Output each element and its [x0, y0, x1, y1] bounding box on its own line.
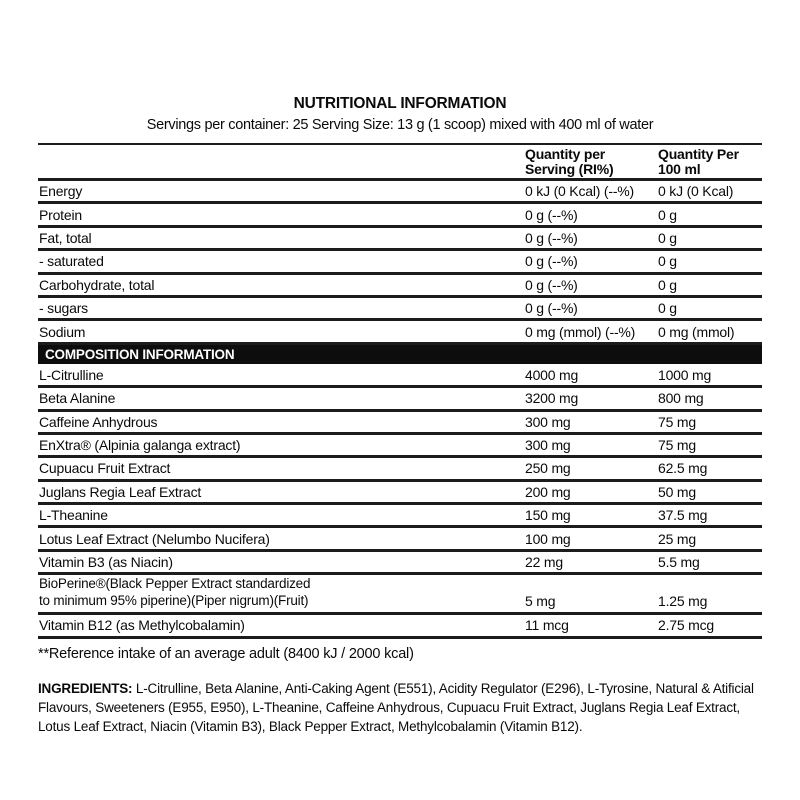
column-header-per-serving-line2: Serving (RI%): [525, 160, 614, 177]
row-value-per-serving: 4000 mg: [525, 366, 579, 383]
row-value-per-100ml: 75 mg: [658, 413, 696, 430]
table-row-caffeine-anhydrous: [38, 412, 762, 435]
nutrition-table: [38, 143, 762, 639]
table-row-lotus-leaf-extract: [38, 528, 762, 551]
row-value-per-100ml: 0 g: [658, 300, 677, 317]
row-label: Protein: [39, 206, 82, 223]
ingredients-heading: INGREDIENTS:: [38, 680, 133, 696]
table-row-vitamin-b12: [38, 615, 762, 638]
row-label: Energy: [39, 183, 83, 200]
row-value-per-100ml: 0 kJ (0 Kcal): [658, 183, 734, 200]
row-value-per-100ml: 50 mg: [658, 483, 696, 500]
row-label: EnXtra® (Alpinia galanga extract): [39, 437, 241, 454]
table-row-bioperine: [38, 575, 762, 615]
row-label-line1: BioPerine®(Black Pepper Extract standardized: [39, 576, 311, 592]
table-row-l-theanine: [38, 505, 762, 528]
row-label: - sugars: [39, 300, 88, 317]
column-header-per-100ml-line2: 100 ml: [658, 160, 701, 177]
table-row-enxtra: [38, 435, 762, 458]
row-label: [38, 576, 525, 609]
row-value-per-serving: 0 g (--%): [525, 229, 578, 246]
row-value-per-serving: 100 mg: [525, 530, 571, 547]
table-row-fat-total: [38, 228, 762, 251]
page-title: NUTRITIONAL INFORMATION: [293, 95, 507, 112]
row-value-per-serving: 5 mg: [525, 593, 556, 610]
table-header-row: [38, 145, 762, 181]
table-row-l-citrulline: [38, 365, 762, 388]
row-label: L-Citrulline: [39, 366, 104, 383]
row-value-per-serving: 0 g (--%): [525, 253, 578, 270]
row-value-per-serving: 250 mg: [525, 460, 571, 477]
row-value-per-serving: 0 kJ (0 Kcal) (--%): [525, 183, 634, 200]
row-value-per-serving: 200 mg: [525, 483, 571, 500]
row-value-per-serving: 300 mg: [525, 437, 571, 454]
row-label: Caffeine Anhydrous: [39, 413, 158, 430]
row-label: Cupuacu Fruit Extract: [39, 460, 171, 477]
ingredients-text: L-Citrulline, Beta Alanine, Anti-Caking Agent (E551), Acidity Regulator (E296), L-Tyrosine, Natural & Atificial Flavours, Sweeteners (E955, E950), L-Theanine, Caffeine Anhydrous, Cupuacu Fruit Extract, Juglans Regia Leaf Extract, Lotus Leaf Extract, Niacin (Vitamin B3), Black Pepper Extract, Methylcobalamin (Vitamin B12).: [38, 680, 754, 734]
serving-info: Servings per container: 25 Serving Size: 13 g (1 scoop) mixed with 400 ml of water: [146, 117, 654, 133]
table-row-juglans-regia-leaf-extract: [38, 482, 762, 505]
row-value-per-100ml: 2.75 mcg: [658, 617, 714, 634]
row-label: L-Theanine: [39, 507, 108, 524]
row-value-per-100ml: 0 g: [658, 206, 677, 223]
row-value-per-serving: 0 g (--%): [525, 276, 578, 293]
row-value-per-serving: 300 mg: [525, 413, 571, 430]
row-value-per-serving: 22 mg: [525, 554, 563, 571]
row-value-per-serving: 0 g (--%): [525, 300, 578, 317]
column-header-per-serving-line1: Quantity per: [525, 145, 606, 162]
table-row-carbohydrate-total: [38, 275, 762, 298]
table-row-beta-alanine: [38, 388, 762, 411]
table-row-saturated: [38, 251, 762, 274]
row-label: Sodium: [39, 323, 86, 340]
row-label: - saturated: [39, 253, 104, 270]
row-label: Fat, total: [39, 229, 92, 246]
row-value-per-100ml: 1000 mg: [658, 366, 712, 383]
table-row-cupuacu-fruit-extract: [38, 458, 762, 481]
table-row-protein: [38, 204, 762, 227]
row-label: Vitamin B3 (as Niacin): [39, 554, 173, 571]
row-value-per-100ml: 1.25 mg: [658, 593, 708, 610]
row-label: Beta Alanine: [39, 390, 116, 407]
nutrition-label: [38, 96, 762, 736]
row-label-line2: to minimum 95% piperine)(Piper nigrum)(Fruit): [39, 592, 309, 608]
column-header-per-100ml-line1: Quantity Per: [658, 145, 739, 162]
column-header-per-100ml: [658, 147, 762, 177]
column-header-per-serving: [525, 147, 658, 177]
ingredients-paragraph: [38, 679, 762, 736]
row-label: Lotus Leaf Extract (Nelumbo Nucifera): [39, 530, 270, 547]
row-value-per-100ml: 25 mg: [658, 530, 696, 547]
row-value-per-100ml: 0 g: [658, 276, 677, 293]
row-value-per-serving: 0 mg (mmol) (--%): [525, 323, 636, 340]
row-value-per-100ml: 37.5 mg: [658, 507, 708, 524]
table-row-sugars: [38, 298, 762, 321]
row-label: Vitamin B12 (as Methylcobalamin): [39, 617, 245, 634]
row-value-per-100ml: 0 g: [658, 229, 677, 246]
row-label: Juglans Regia Leaf Extract: [39, 483, 202, 500]
row-value-per-100ml: 75 mg: [658, 437, 696, 454]
table-row-vitamin-b3: [38, 552, 762, 575]
table-row-energy: [38, 181, 762, 204]
row-label: Carbohydrate, total: [39, 276, 155, 293]
row-value-per-100ml: 0 mg (mmol): [658, 323, 735, 340]
reference-intake-footnote: **Reference intake of an average adult (8400 kJ / 2000 kcal): [38, 645, 414, 662]
row-value-per-serving: 3200 mg: [525, 390, 579, 407]
row-value-per-100ml: 0 g: [658, 253, 677, 270]
row-value-per-100ml: 800 mg: [658, 390, 704, 407]
row-value-per-100ml: 62.5 mg: [658, 460, 708, 477]
row-value-per-serving: 150 mg: [525, 507, 571, 524]
row-value-per-serving: 11 mcg: [525, 617, 569, 634]
row-value-per-100ml: 5.5 mg: [658, 554, 700, 571]
composition-section-header: COMPOSITION INFORMATION: [38, 345, 762, 365]
row-value-per-serving: 0 g (--%): [525, 206, 578, 223]
table-row-sodium: [38, 321, 762, 344]
